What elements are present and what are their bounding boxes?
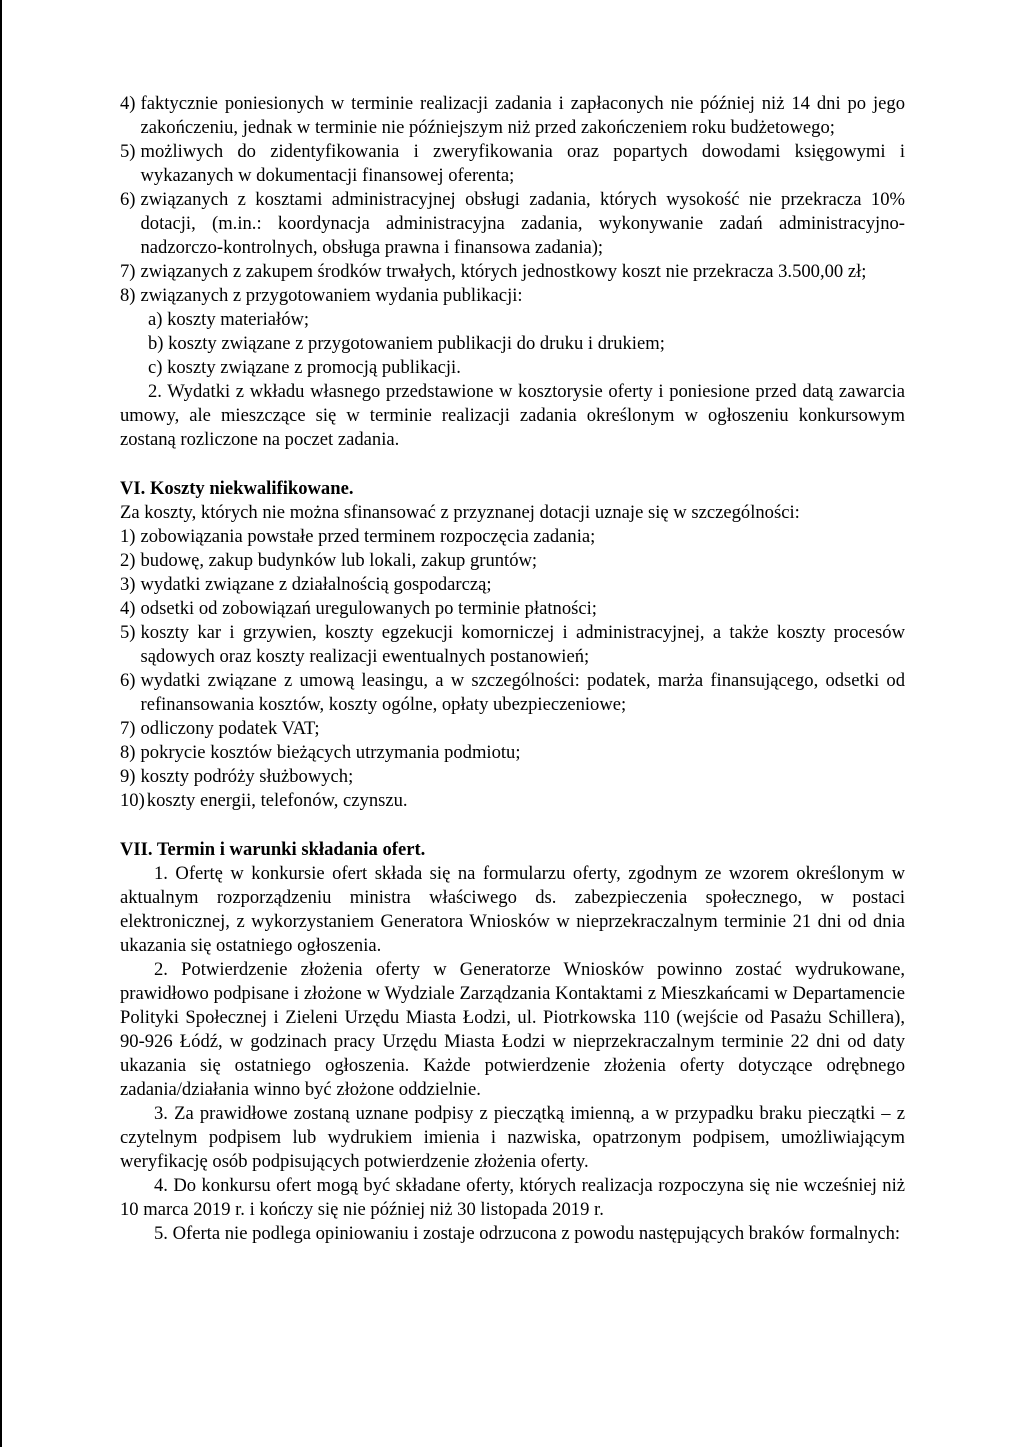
eligible-costs-list [120,92,905,380]
sub-list-item: c) koszty związane z promocją publikacji. [148,357,461,378]
list-item: 7) związanych z zakupem środków trwałych, których jednostkowy koszt nie przekracza 3.500,00 zł; [120,261,867,282]
list-item: 4) faktycznie poniesionych w terminie realizacji zadania i zapłaconych nie później niż 14 dni po jego zakończeniu, jednak w terminie nie późniejszym niż przed zakończeniem roku budżetowego; [120,93,905,138]
list-item: 2) budowę, zakup budynków lub lokali, zakup gruntów; [120,550,538,571]
list-item: 9) koszty podróży służbowych; [120,766,354,787]
list-item: 8) związanych z przygotowaniem wydania publikacji: [120,285,523,306]
sub-list-item: a) koszty materiałów; [148,309,310,330]
offer-paragraph: 1. Ofertę w konkursie ofert składa się na formularzu oferty, zgodnym ze wzorem określonym w aktualnym rozporządzeniu ministra właściwego ds. zabezpieczenia społecznego, w postaci elektronicznej, z wykorzystaniem Generatora Wniosków w nieprzekraczalnym terminie 21 dni od dnia ukazania się ostatniego ogłoszenia. [120,863,905,956]
list-item: 5) możliwych do zidentyfikowania i zweryfikowania oraz popartych dowodami księgowymi i wykazanych w dokumentacji finansowej oferenta; [120,141,905,186]
section-intro: Za koszty, których nie można sfinansować z przyznanej dotacji uznaje się w szczególności: [120,502,800,523]
list-item: 7) odliczony podatek VAT; [120,718,320,739]
offer-paragraph: 4. Do konkursu ofert mogą być składane oferty, których realizacja rozpoczyna się nie wcześniej niż 10 marca 2019 r. i kończy się nie później niż 30 listopada 2019 r. [120,1175,905,1220]
sub-list-item: b) koszty związane z przygotowaniem publikacji do druku i drukiem; [148,333,665,354]
list-item: 3) wydatki związane z działalnością gospodarczą; [120,574,492,595]
section-heading-vi: VI. Koszty niekwalifikowane. [120,478,354,499]
document-page [120,92,905,1246]
section-heading-vii: VII. Termin i warunki składania ofert. [120,839,426,860]
offer-paragraph: 3. Za prawidłowe zostaną uznane podpisy z pieczątką imienną, a w przypadku braku pieczątki – z czytelnym podpisem lub wydrukiem imienia i nazwiska, opatrzonym podpisem, umożliwiającym weryfikację osób podpisujących potwierdzenie złożenia oferty. [120,1103,905,1172]
list-item: 4) odsetki od zobowiązań uregulowanych po terminie płatności; [120,598,597,619]
offer-paragraph: 2. Potwierdzenie złożenia oferty w Generatorze Wniosków powinno zostać wydrukowane, prawidłowo podpisane i złożone w Wydziale Zarządzania Kontaktami z Mieszkańcami w Departamencie Polityki Społecznej i Zieleni Urzędu Miasta Łodzi, ul. Piotrkowska 110 (wejście od Pasażu Schillera), 90-926 Łódź, w godzinach pracy Urzędu Miasta Łodzi w nieprzekraczalnym terminie 22 dni od daty ukazania się ostatniego ogłoszenia. Każde potwierdzenie złożenia oferty dotyczące odrębnego zadania/działania winno być złożone oddzielnie. [120,959,905,1100]
own-contribution-paragraph: 2. Wydatki z wkładu własnego przedstawione w kosztorysie oferty i poniesione przed datą zawarcia umowy, ale mieszczące się w terminie realizacji zadania określonym w ogłoszeniu konkursowym zostaną rozliczone na poczet zadania. [120,381,905,450]
scan-edge-line [0,0,2,1447]
list-item: 1) zobowiązania powstałe przed terminem rozpoczęcia zadania; [120,526,596,547]
list-item: 10) koszty energii, telefonów, czynszu. [120,790,408,811]
ineligible-costs-list [120,525,905,813]
list-item: 8) pokrycie kosztów bieżących utrzymania podmiotu; [120,742,521,763]
offer-paragraph: 5. Oferta nie podlega opiniowaniu i zostaje odrzucona z powodu następujących braków formalnych: [154,1223,901,1244]
list-item: 6) wydatki związane z umową leasingu, a w szczególności: podatek, marża finansującego, odsetki od refinansowania kosztów, koszty ogólne, opłaty ubezpieczeniowe; [120,670,905,715]
list-item: 6) związanych z kosztami administracyjnej obsługi zadania, których wysokość nie przekracza 10% dotacji, (m.in.: koordynacja administracyjna zadania, wykonywanie zadań administracyjno-nadzorczo-kontrolnych, obsługa prawna i finansowa zadania); [120,189,905,258]
list-item: 5) koszty kar i grzywien, koszty egzekucji komorniczej i administracyjnej, a także koszty procesów sądowych oraz koszty realizacji ewentualnych postanowień; [120,622,905,667]
